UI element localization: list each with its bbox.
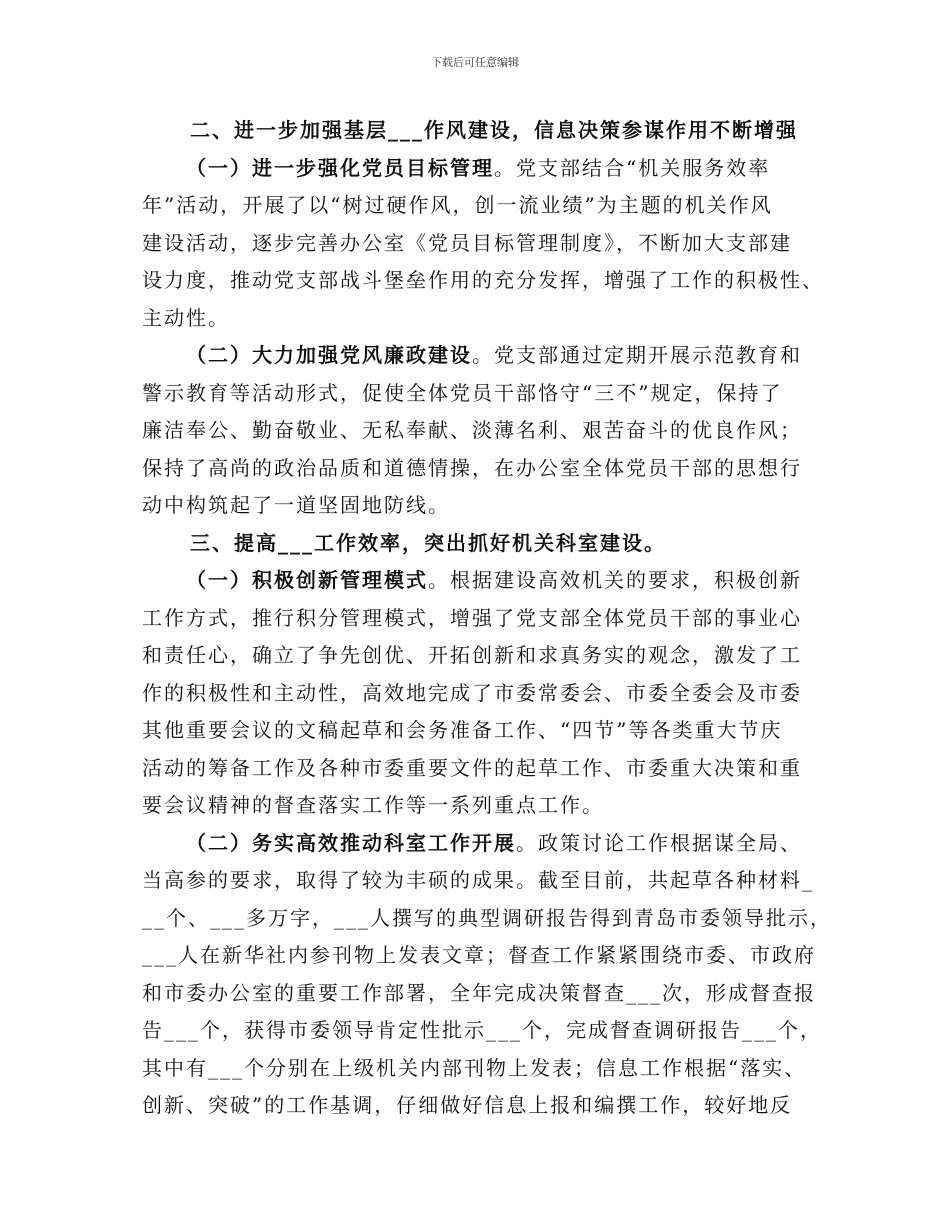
- paragraph-first-line: [142, 337, 832, 375]
- paragraph-first-line: [142, 150, 832, 188]
- subsection-title: （一）积极创新管理模式: [186, 568, 428, 592]
- subsection-title: （一）进一步强化党员目标管理: [186, 155, 494, 180]
- paragraph-line: 其中有___个分别在上级机关内部刊物上发表；信息工作根据“落实、: [142, 1055, 807, 1080]
- subsection-title: （二）务实高效推动科室工作开展: [186, 830, 516, 855]
- paragraph-line: 活动的筹备工作及各种市委重要文件的起草工作、市委重大决策和重: [142, 755, 802, 780]
- document-body: [142, 112, 832, 1125]
- paragraph-first-line: [142, 825, 832, 863]
- paragraph-line: 创新、突破”的工作基调，仔细做好信息上报和编撰工作，较好地反: [142, 1093, 793, 1117]
- paragraph-line: 警示教育等活动形式，促使全体党员干部恪守“三不”规定，保持了: [142, 380, 783, 405]
- paragraph-line: 作的积极性和主动性，高效地完成了市委常委会、市委全委会及市委: [142, 680, 802, 705]
- paragraph-line: 工作方式，推行积分管理模式，增强了党支部全体党员干部的事业心: [142, 605, 802, 630]
- paragraph-line: 和责任心，确立了争先创优、开拓创新和求真务实的观念，激发了工: [142, 643, 802, 667]
- paragraph-line: 廉洁奉公、勤奋敬业、无私奉献、淡薄名利、艰苦奋斗的优良作风；: [142, 418, 802, 442]
- paragraph-text: 。党支部结合“机关服务效率: [494, 155, 771, 180]
- paragraph-text: 。政策讨论工作根据谋全局、: [516, 830, 802, 855]
- paragraph-line: 告___个，获得市委领导肯定性批示___个，完成督查调研报告___个，: [142, 1018, 822, 1042]
- section-heading: 三、提高___工作效率，突出抓好机关科室建设。: [190, 530, 666, 555]
- paragraph-line: 其他重要会议的文稿起草和会务准备工作、“四节”等各类重大节庆: [142, 718, 783, 742]
- paragraph-line: 动中构筑起了一道坚固地防线。: [142, 493, 450, 517]
- paragraph-line: 设力度，推动党支部战斗堡垒作用的充分发挥，增强了工作的积极性、: [142, 268, 824, 292]
- paragraph-line: 建设活动，逐步完善办公室《党员目标管理制度》，不断加大支部建: [142, 230, 792, 255]
- paragraph-first-line: [142, 562, 832, 600]
- paragraph-line: 和市委办公室的重要工作部署，全年完成决策督查___次，形成督查报: [142, 980, 816, 1005]
- paragraph-line: 当高参的要求，取得了较为丰硕的成果。截至目前，共起草各种材料_: [142, 868, 814, 892]
- paragraph-line: ___人在新华社内参刊物上发表文章；督查工作紧紧围绕市委、市政府: [142, 943, 816, 967]
- paragraph-text: 。根据建设高效机关的要求，积极创新: [428, 568, 802, 592]
- paragraph-line: 主动性。: [142, 305, 230, 330]
- paragraph-text: 。党支部通过定期开展示范教育和: [472, 343, 802, 367]
- paragraph-line: 年”活动，开展了以“树过硬作风，创一流业绩”为主题的机关作风: [142, 193, 773, 217]
- paragraph-line: 要会议精神的督查落实工作等一系列重点工作。: [142, 793, 604, 817]
- section-heading: 二、进一步加强基层___作风建设，信息决策参谋作用不断增强: [190, 118, 798, 142]
- paragraph-line: 保持了高尚的政治品质和道德情操，在办公室全体党员干部的思想行: [142, 455, 802, 480]
- subsection-title: （二）大力加强党风廉政建设: [186, 343, 472, 367]
- paragraph-line: __个、___多万字，___人撰写的典型调研报告得到青岛市委领导批示，: [142, 905, 832, 930]
- page-header: 下载后可任意编辑: [431, 56, 519, 69]
